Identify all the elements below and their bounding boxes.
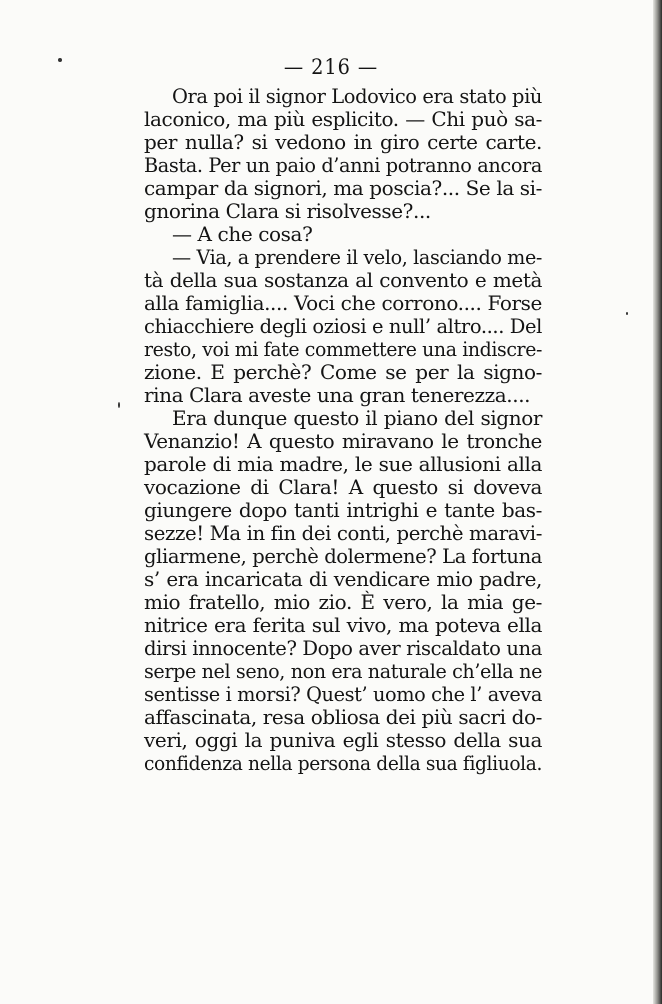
text-line: sezze! Ma in fin dei conti, perchè maravi- (144, 521, 542, 545)
text-line: dirsi innocente? Dopo aver riscaldato una (144, 636, 543, 660)
text-line: Era dunque questo il piano del signor (172, 406, 542, 430)
print-speck (626, 312, 628, 315)
page-edge-shadow (653, 0, 662, 1004)
text-line: rina Clara aveste una gran tenerezza.... (144, 383, 531, 407)
page-number: — 216 — (283, 55, 379, 79)
text-line: veri, oggi la puniva egli stesso della sua (144, 728, 542, 752)
page-body-text (144, 85, 542, 775)
text-line: s’ era incaricata di vendicare mio padre, (144, 567, 542, 591)
text-line: Ora poi il signor Lodovico era stato più (171, 84, 543, 108)
text-line: laconico, ma più esplicito. — Chi può sa- (144, 107, 542, 131)
text-line: Basta. Per un paio d’anni potranno ancora (144, 153, 543, 177)
text-line: per nulla? si vedono in giro certe carte. (144, 130, 542, 154)
text-line: Venanzio! A questo miravano le tronche (144, 429, 542, 453)
text-line: nitrice era ferita sul vivo, ma poteva ella (144, 613, 542, 637)
text-line: giungere dopo tanti intrighi e tante bas- (144, 498, 542, 522)
text-line: confidenza nella persona della sua figliuola. (144, 751, 542, 775)
text-line: campar da signori, ma poscia?... Se la si- (144, 176, 543, 200)
print-speck (118, 402, 120, 408)
text-line: serpe nel seno, non era naturale ch’ella ne (144, 659, 543, 683)
text-line: — A che cosa? (172, 222, 313, 246)
text-line: parole di mia madre, le sue allusioni alla (144, 452, 542, 476)
text-line: resto, voi mi fate commettere una indiscre- (144, 337, 543, 361)
text-line: affascinata, resa obliosa dei più sacri do- (144, 705, 543, 729)
text-line: sentisse i morsi? Quest’ uomo che l’ aveva (144, 682, 543, 706)
text-line: vocazione di Clara! A questo si doveva (144, 475, 542, 499)
text-line: chiacchiere degli oziosi e null’ altro.... Del (144, 314, 542, 338)
text-line: gliarmene, perchè dolermene? La fortuna (144, 544, 543, 568)
text-line: zione. E perchè? Come se per la signo- (144, 360, 542, 384)
text-line: — Via, a prendere il velo, lasciando me- (171, 245, 543, 269)
text-line: tà della sua sostanza al convento e metà (144, 268, 542, 292)
text-line: alla famiglia.... Voci che corrono.... Forse (144, 291, 542, 315)
text-line: gnorina Clara si risolvesse?... (144, 199, 431, 223)
text-line: mio fratello, mio zio. È vero, la mia ge- (144, 590, 542, 614)
